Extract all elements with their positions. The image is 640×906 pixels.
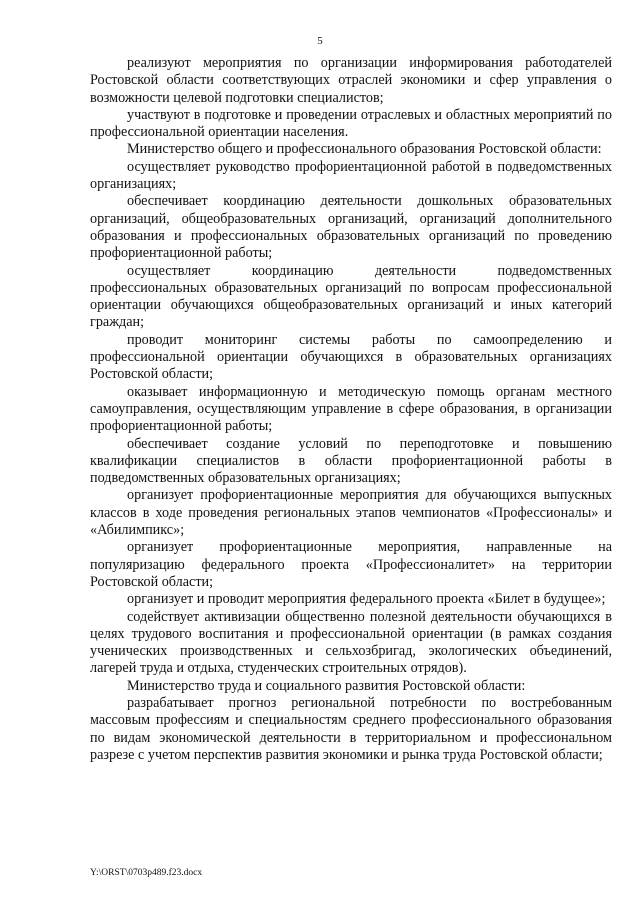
paragraph: содействует активизации общественно полезной деятельности обучающихся в целях трудового воспитания и профессиональной ориентации (в рамках создания ученических производственных и сельхозбригад, экологических объединений, лагерей труда и отдыха, студенческих строительных отрядов). <box>90 608 612 677</box>
paragraph: организует профориентационные мероприятия, направленные на популяризацию федерального проекта «Профессионалитет» на территории Ростовской области; <box>90 539 612 590</box>
paragraph: проводит мониторинг системы работы по самоопределению и профессиональной ориентации обучающихся в образовательных организациях Ростовской области; <box>90 331 612 383</box>
paragraph: обеспечивает координацию деятельности дошкольных образовательных организаций, общеобразовательных организаций, организаций дополнительного образования и профессиональных образовательных организаций по проведению профориентационной работы; <box>90 193 612 262</box>
paragraph: обеспечивает создание условий по переподготовке и повышению квалификации специалистов в области профориентационной работы в подведомственных образовательных организациях; <box>90 435 612 487</box>
file-path-footer: Y:\ORST\0703p489.f23.docx <box>90 868 203 878</box>
paragraph: реализуют мероприятия по организации информирования работодателей Ростовской области соответствующих отраслей экономики и сфер управления о возможности целевой подготовки специалистов; <box>90 55 612 106</box>
paragraph: разрабатывает прогноз региональной потребности по востребованным массовым профессиям и специальностям среднего профессионального образования по видам экономической деятельности в территориальном и профессиональном разрезе с учетом перспектив развития экономики и рынка труда Ростовской области; <box>90 694 612 763</box>
paragraph: Министерство труда и социального развития Ростовской области: <box>127 677 526 694</box>
document-body <box>90 55 612 764</box>
paragraph: осуществляет координацию деятельности подведомственных профессиональных образовательных организаций по вопросам профессиональной ориентации обучающихся общеобразовательных организаций и иных категорий граждан; <box>90 262 612 331</box>
paragraph: оказывает информационную и методическую помощь органам местного самоуправления, осуществляющим управление в сфере образования, в организации профориентационной работы; <box>90 383 612 435</box>
paragraph: участвуют в подготовке и проведении отраслевых и областных мероприятий по профессиональной ориентации населения. <box>90 106 612 141</box>
page-number: 5 <box>317 35 323 47</box>
paragraph: осуществляет руководство профориентационной работой в подведомственных организациях; <box>90 158 612 193</box>
paragraph: организует профориентационные мероприятия для обучающихся выпускных классов в ходе проведения региональных этапов чемпионатов «Профессионалы» и «Абилимпикс»; <box>90 487 612 539</box>
paragraph: организует и проводит мероприятия федерального проекта «Билет в будущее»; <box>127 591 606 608</box>
paragraph: Министерство общего и профессионального образования Ростовской области: <box>127 141 602 158</box>
